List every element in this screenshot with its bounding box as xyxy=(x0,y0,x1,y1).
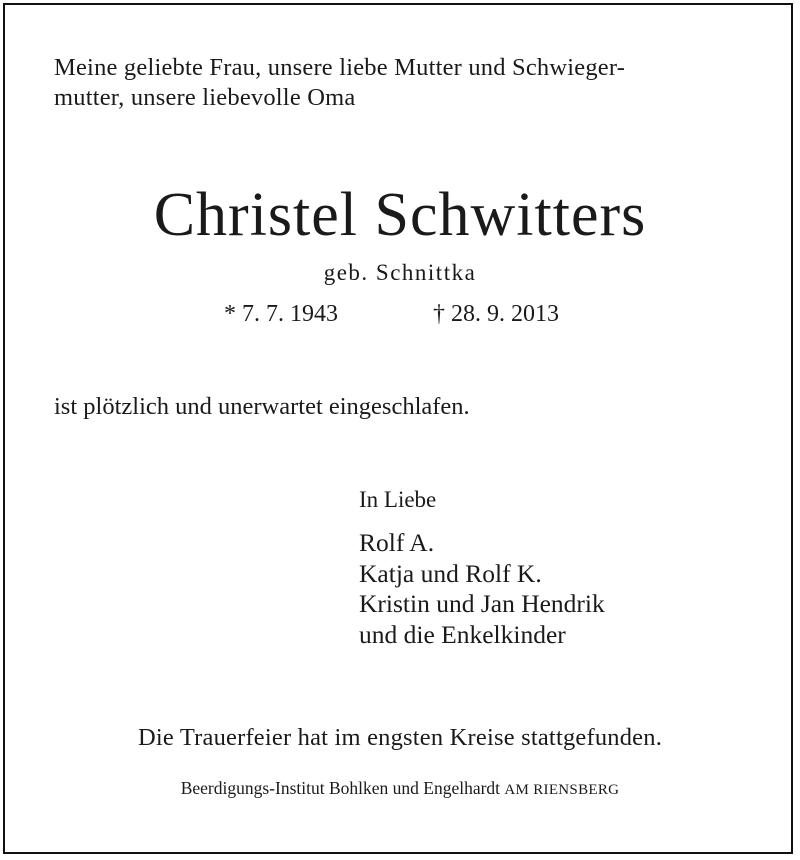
mourner-item: Rolf A. xyxy=(359,528,435,557)
undertaker-location: AM RIENSBERG xyxy=(504,782,620,798)
mourners-list xyxy=(359,528,605,650)
birth-date: * 7. 7. 1943 xyxy=(224,301,338,327)
intro-line-2: mutter, unsere liebevolle Oma xyxy=(54,84,356,111)
deceased-name: Christel Schwitters xyxy=(153,181,647,249)
mourner-item: Katja und Rolf K. xyxy=(359,558,542,588)
ceremony-note: Die Trauerfeier hat im engsten Kreise stattgefunden. xyxy=(137,724,663,751)
undertaker-line xyxy=(0,776,800,802)
death-date: † 28. 9. 2013 xyxy=(433,301,559,327)
mourner-item: und die Enkelkinder xyxy=(359,619,566,649)
maiden-name: geb. Schnittka xyxy=(323,260,477,285)
undertaker-name: Beerdigungs-Institut Bohlken und Engelhardt xyxy=(180,778,501,798)
intro-line-1: Meine geliebte Frau, unsere liebe Mutter und Schwieger- xyxy=(54,54,626,81)
intro-text xyxy=(54,53,754,113)
mourner-item: Kristin und Jan Hendrik xyxy=(359,589,605,618)
signoff-label: In Liebe xyxy=(359,487,437,512)
death-statement: ist plötzlich und unerwartet eingeschlafen. xyxy=(54,393,470,420)
